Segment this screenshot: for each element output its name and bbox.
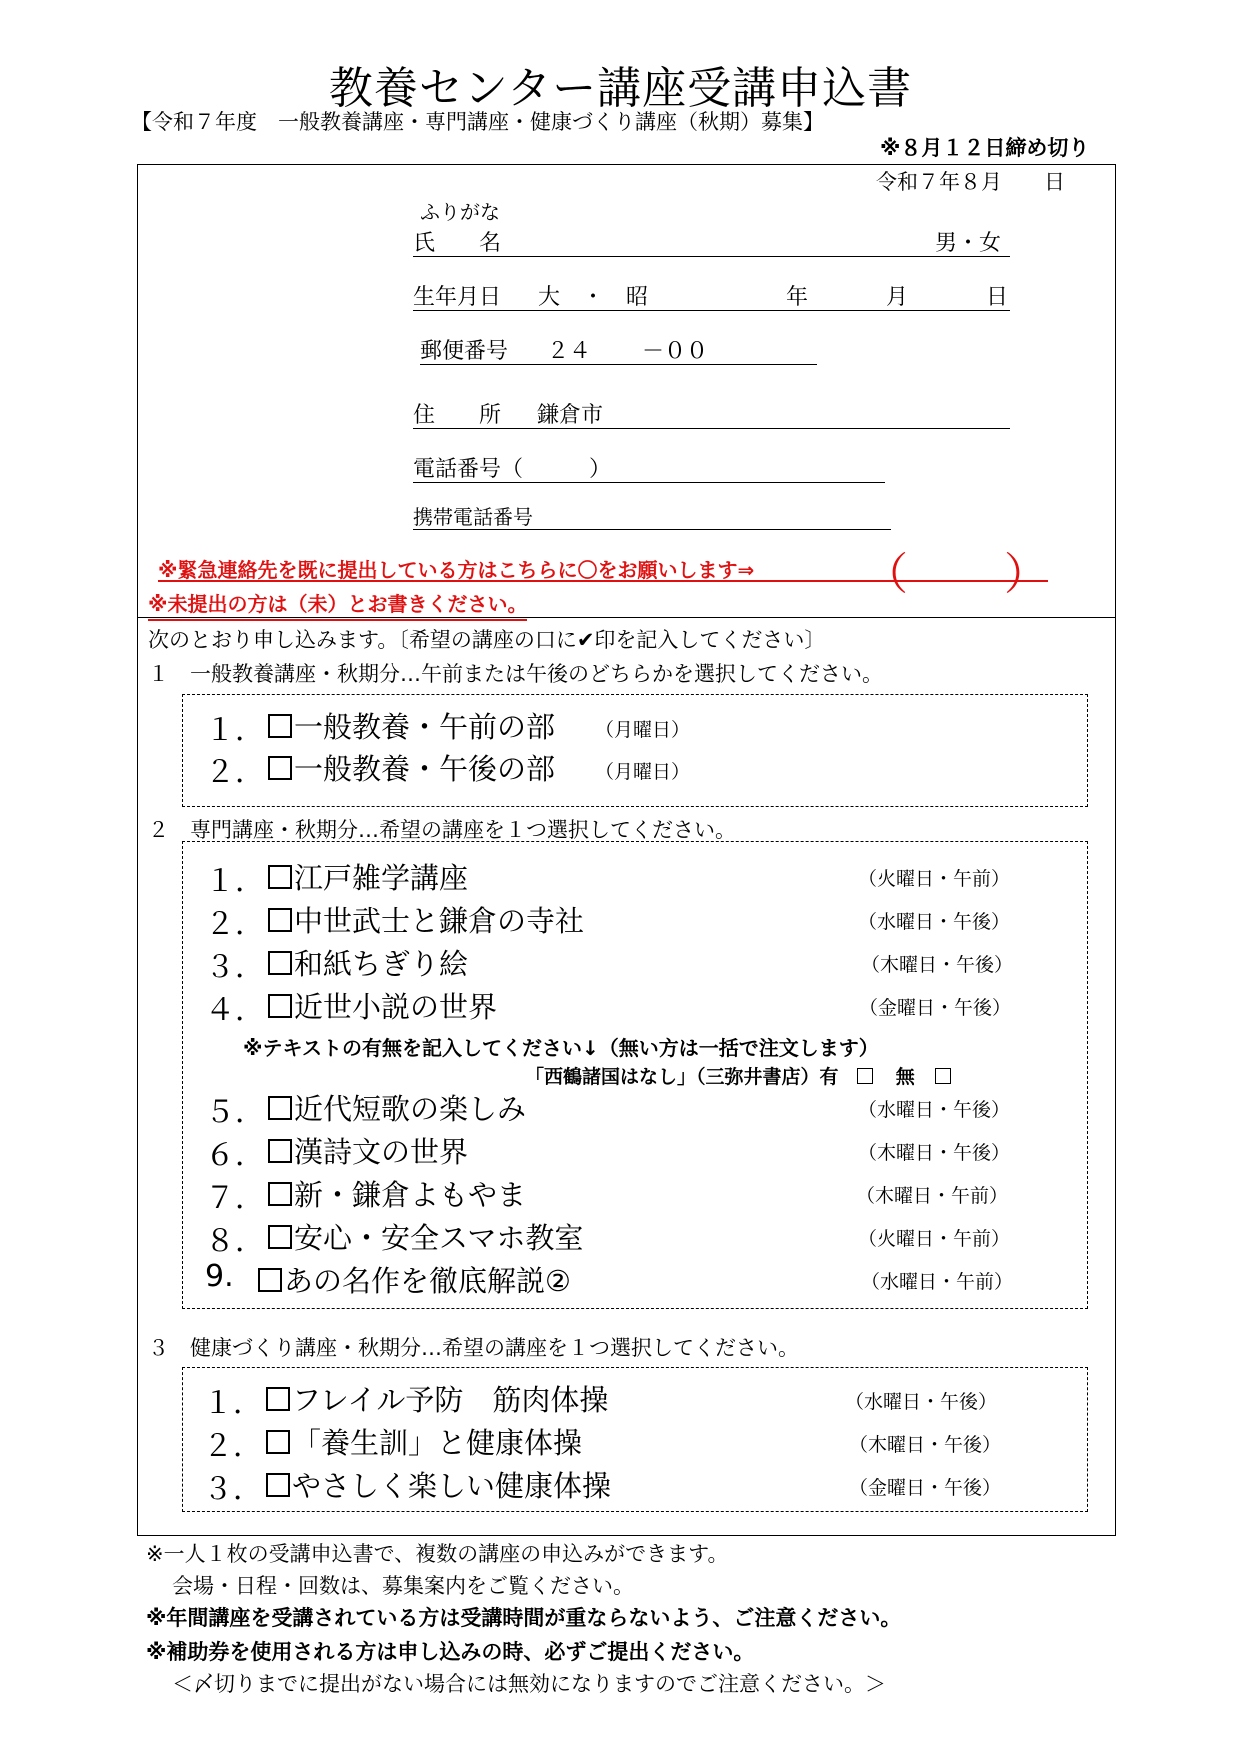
course-label: 漢詩文の世界: [294, 1135, 469, 1169]
course-day: （木曜日・午後）: [858, 1142, 1011, 1164]
postal-code-value: ２４ －００: [547, 339, 708, 364]
course-number: ８．: [205, 1224, 265, 1259]
course-day: （木曜日・午後）: [849, 1434, 1002, 1456]
birthdate-field[interactable]: [413, 280, 1010, 311]
checkbox-icon[interactable]: [268, 951, 292, 975]
checkbox-icon[interactable]: [268, 1225, 292, 1249]
checkbox-icon[interactable]: [268, 756, 292, 780]
name-label: 氏 名: [413, 231, 502, 256]
course-number: １．: [205, 864, 265, 899]
year-label: 年: [786, 285, 809, 310]
emergency-contact-note: ※緊急連絡先を既に提出している方はこちらに〇をお願いします⇒: [158, 558, 755, 582]
checkbox-icon[interactable]: [266, 1473, 290, 1497]
textbook-label: 「西鶴諸国はなし」（三弥井書店）有: [525, 1066, 839, 1088]
course-medieval[interactable]: [268, 899, 584, 940]
course-label: 一般教養・午後の部: [294, 752, 556, 786]
page-subtitle: 【令和７年度 一般教養講座・専門講座・健康づくり講座（秋期）募集】: [131, 110, 824, 134]
section1-heading: １ 一般教養講座・秋期分…午前または午後のどちらかを選択してください。: [148, 662, 883, 686]
phone-field[interactable]: [413, 452, 885, 483]
footer-note-4: ※補助券を使用される方は申し込みの時、必ずご提出ください。: [146, 1640, 755, 1664]
textbook-none-label: 無: [895, 1066, 915, 1088]
course-label: あの名作を徹底解説②: [284, 1264, 571, 1298]
footer-note-5: ＜〆切りまでに提出がない場合には無効になりますのでご注意ください。＞: [172, 1672, 886, 1696]
checkbox-icon[interactable]: [266, 1387, 290, 1411]
section3-box: [182, 1367, 1088, 1512]
course-number: ４．: [205, 993, 265, 1028]
course-number: ７．: [205, 1181, 265, 1216]
checkbox-icon[interactable]: [266, 1430, 290, 1454]
course-tanka[interactable]: [268, 1087, 526, 1128]
course-number: ５．: [205, 1095, 265, 1130]
month-label: 月: [886, 285, 909, 310]
course-day: （火曜日・午前）: [858, 868, 1011, 890]
course-day: （水曜日・午後）: [858, 1099, 1011, 1121]
section2-box: [182, 841, 1088, 1309]
course-day: （月曜日）: [595, 761, 691, 783]
section3-heading: ３ 健康づくり講座・秋期分…希望の講座を１つ選択してください。: [148, 1336, 799, 1360]
course-kanshi[interactable]: [268, 1130, 468, 1171]
course-gentle-exercise[interactable]: [266, 1464, 611, 1505]
postal-code-label: 郵便番号: [420, 339, 509, 364]
textbook-row: [525, 1062, 951, 1089]
textbook-no-checkbox[interactable]: [935, 1068, 951, 1084]
course-label: 近代短歌の楽しみ: [294, 1092, 527, 1126]
footer-note-3: ※年間講座を受講されている方は受講時間が重ならないよう、ご注意ください。: [146, 1606, 902, 1630]
textbook-note: ※テキストの有無を記入してください↓（無い方は一括で注文します）: [243, 1036, 879, 1060]
emergency-contact-input[interactable]: [898, 552, 998, 578]
course-day: （月曜日）: [595, 719, 691, 741]
course-day: （金曜日・午後）: [859, 997, 1012, 1019]
course-number: ３．: [203, 1472, 263, 1507]
era-select[interactable]: 大 ・ 昭: [538, 285, 649, 310]
course-label: 和紙ちぎり絵: [294, 947, 469, 981]
course-washi[interactable]: [268, 942, 468, 983]
course-label: 「養生訓」と健康体操: [292, 1426, 583, 1460]
course-day: （金曜日・午後）: [849, 1477, 1002, 1499]
address-label: 住 所: [413, 403, 502, 428]
course-label: 近世小説の世界: [294, 990, 498, 1024]
section1-box: [182, 694, 1088, 807]
page-title: 教養センター講座受講申込書: [328, 63, 913, 114]
name-field[interactable]: [413, 226, 1010, 257]
course-day: （水曜日・午後）: [845, 1391, 998, 1413]
checkbox-icon[interactable]: [268, 1139, 292, 1163]
postal-code-field[interactable]: [420, 334, 817, 365]
course-kamakura[interactable]: [268, 1173, 526, 1214]
course-number: ２．: [205, 755, 265, 790]
course-label: 江戸雑学講座: [294, 861, 469, 895]
course-number: ３．: [205, 950, 265, 985]
course-general-am[interactable]: [268, 705, 555, 746]
mobile-field[interactable]: [413, 501, 891, 530]
checkbox-icon[interactable]: [268, 1096, 292, 1120]
application-date[interactable]: 令和７年８月 日: [876, 170, 1065, 194]
footer-note-2: 会場・日程・回数は、募集案内をご覧ください。: [172, 1574, 634, 1598]
checkbox-icon[interactable]: [268, 908, 292, 932]
section-divider: [137, 617, 1116, 618]
day-label: 日: [986, 285, 1009, 310]
course-masterpiece[interactable]: [258, 1259, 571, 1300]
emergency-contact-row: [158, 549, 1048, 600]
course-general-pm[interactable]: [268, 747, 555, 788]
course-label: フレイル予防 筋肉体操: [292, 1383, 609, 1417]
checkbox-icon[interactable]: [268, 714, 292, 738]
course-frailty[interactable]: [266, 1378, 608, 1419]
footer-note-1: ※一人１枚の受講申込書で、複数の講座の申込みができます。: [146, 1542, 729, 1566]
course-label: やさしく楽しい健康体操: [292, 1469, 612, 1503]
course-label: 新・鎌倉よもやま: [294, 1178, 527, 1212]
checkbox-icon[interactable]: [268, 865, 292, 889]
mobile-label: 携帯電話番号: [413, 505, 533, 529]
furigana-label: ふりがな: [420, 200, 500, 224]
course-yojokun[interactable]: [266, 1421, 582, 1462]
course-label: 安心・安全スマホ教室: [294, 1221, 584, 1255]
emergency-contact-paren-close: ）: [1004, 549, 1048, 600]
address-value: 鎌倉市: [537, 403, 604, 428]
checkbox-icon[interactable]: [258, 1268, 282, 1292]
course-label: 中世武士と鎌倉の寺社: [294, 904, 585, 938]
section2-heading: ２ 専門講座・秋期分…希望の講座を１つ選択してください。: [148, 818, 736, 842]
deadline-note: ※８月１２日締め切り: [880, 136, 1090, 160]
textbook-yes-checkbox[interactable]: [857, 1068, 873, 1084]
instructions: 次のとおり申し込みます。〔希望の講座の口に✔印を記入してください〕: [148, 628, 826, 652]
course-day: （木曜日・午後）: [861, 954, 1014, 976]
course-novel[interactable]: [268, 985, 497, 1026]
address-field[interactable]: [413, 398, 1010, 429]
course-day: （火曜日・午前）: [858, 1228, 1011, 1250]
course-number: １．: [203, 1386, 263, 1421]
unsubmitted-note: ※未提出の方は（未）とお書きください。: [148, 588, 527, 621]
course-day: （水曜日・午後）: [858, 911, 1011, 933]
course-smartphone[interactable]: [268, 1216, 583, 1257]
emergency-contact-paren-open: （: [864, 549, 908, 600]
course-edo[interactable]: [268, 856, 468, 897]
course-label: 一般教養・午前の部: [294, 710, 556, 744]
gender-select[interactable]: 男・女: [935, 231, 1002, 256]
phone-label: 電話番号（ ）: [413, 457, 612, 482]
course-day: （木曜日・午前）: [856, 1185, 1009, 1207]
course-number: ２．: [205, 907, 265, 942]
birthdate-label: 生年月日: [413, 285, 502, 310]
course-number: 9.: [205, 1259, 234, 1294]
course-number: １．: [205, 713, 265, 748]
course-number: ２．: [203, 1429, 263, 1464]
checkbox-icon[interactable]: [268, 1182, 292, 1206]
course-day: （水曜日・午前）: [861, 1271, 1014, 1293]
checkbox-icon[interactable]: [268, 994, 292, 1018]
course-number: ６．: [205, 1138, 265, 1173]
